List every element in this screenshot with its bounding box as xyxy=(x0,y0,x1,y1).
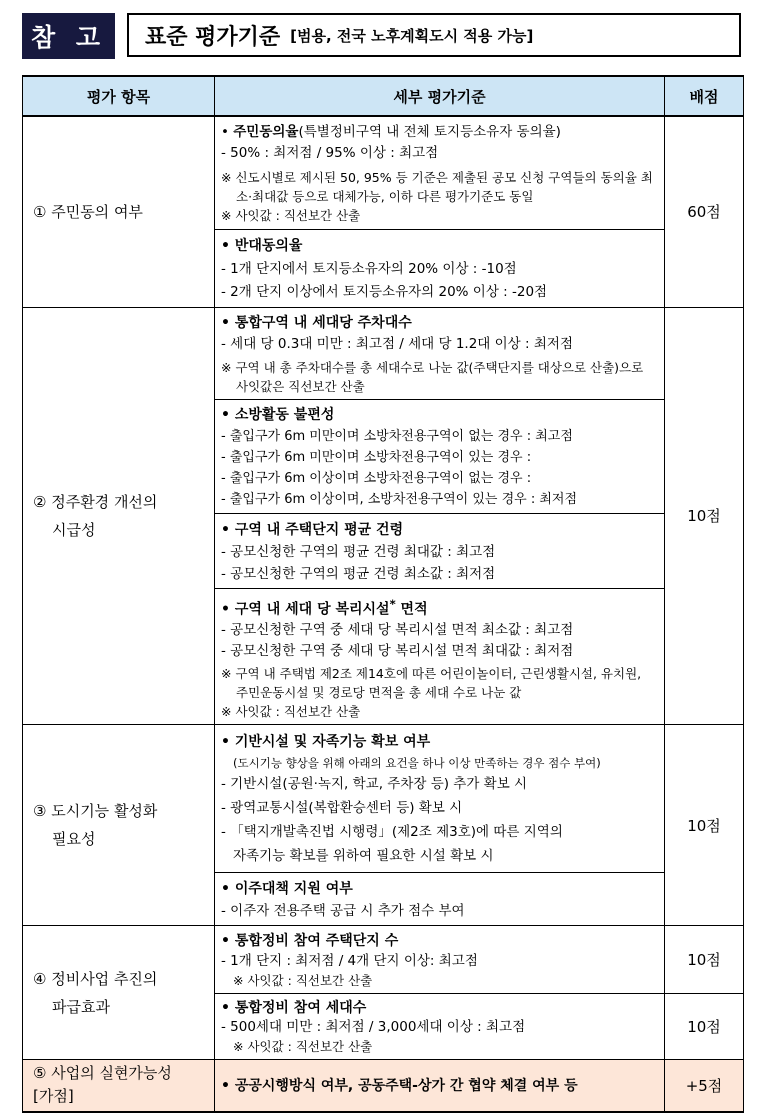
item-label-cont: [가점] xyxy=(33,1087,74,1106)
detail-line: - 공모신청한 구역의 평균 건령 최소값 : 최저점 xyxy=(221,565,496,582)
detail-title: • 소방활동 불편성 xyxy=(221,406,335,423)
item-label-cont: 필요성 xyxy=(52,830,96,849)
item-label: ① 주민동의 여부 xyxy=(33,202,143,221)
table-row xyxy=(23,926,744,994)
detail-title: • 주민동의율(특별정비구역 내 전체 토지등소유자 동의율) xyxy=(221,124,561,140)
detail-title: • 통합정비 참여 주택단지 수 xyxy=(221,933,399,950)
score-cell: 10점 xyxy=(665,926,744,994)
item-cell xyxy=(23,725,215,926)
item-cell xyxy=(23,307,215,725)
detail-note: ※ 구역 내 주택법 제2조 제14호에 따른 어린이놀이터, 근린생활시설, 유치원, 주민운동시설 및 경로당 면적을 총 세대 수로 나눈 값 xyxy=(221,666,642,701)
detail-note: ※ 사잇값 : 직선보간 산출 xyxy=(221,704,361,720)
header-score: 배점 xyxy=(665,76,744,116)
item-label: ② 정주환경 개선의 xyxy=(33,492,158,511)
detail-title: • 구역 내 주택단지 평균 건령 xyxy=(221,521,404,538)
detail-line: - 이주자 전용주택 공급 시 추가 점수 부여 xyxy=(221,903,465,920)
detail-cell xyxy=(215,994,665,1060)
detail-cell xyxy=(215,116,665,229)
detail-line: - 1개 단지에서 토지등소유자의 20% 이상 : -10점 xyxy=(221,260,517,277)
detail-line: - 세대 당 0.3대 미만 : 최고점 / 세대 당 1.2대 이상 : 최저점 xyxy=(221,335,573,352)
header-detail: 세부 평가기준 xyxy=(215,76,665,116)
detail-line: - 500세대 미만 : 최저점 / 3,000세대 이상 : 최고점 xyxy=(221,1019,526,1036)
detail-note: ※ 구역 내 총 주차대수를 총 세대수로 나눈 값(주택단지를 대상으로 산출)으로 사잇값은 직선보간 산출 xyxy=(221,359,644,394)
detail-line: - 공모신청한 구역 중 세대 당 복리시설 면적 최대값 : 최저점 xyxy=(221,643,574,660)
table-header-row xyxy=(23,76,744,116)
score-cell: +5점 xyxy=(665,1060,744,1112)
detail-title: • 기반시설 및 자족기능 확보 여부 xyxy=(221,734,431,751)
detail-cell xyxy=(215,513,665,588)
detail-line: - 출입구가 6m 이상이며 소방차전용구역이 없는 경우 : xyxy=(221,470,532,486)
item-cell xyxy=(23,926,215,1060)
detail-cell xyxy=(215,399,665,513)
item-label: ⑤ 사업의 실현가능성 xyxy=(33,1064,172,1083)
document-title: 표준 평가기준 xyxy=(145,24,281,50)
item-cell xyxy=(23,1060,215,1112)
detail-cell xyxy=(215,926,665,994)
table-row xyxy=(23,307,744,399)
score-cell: 10점 xyxy=(665,307,744,725)
detail-cell xyxy=(215,873,665,926)
detail-title: • 통합정비 참여 세대수 xyxy=(221,1000,367,1017)
score-cell: 10점 xyxy=(665,994,744,1060)
detail-cell xyxy=(215,307,665,399)
table-row xyxy=(23,116,744,229)
score-cell: 60점 xyxy=(665,116,744,307)
detail-line: - 출입구가 6m 이상이며, 소방차전용구역이 있는 경우 : 최저점 xyxy=(221,491,578,507)
criteria-table xyxy=(22,75,744,1113)
item-label-cont: 파급효과 xyxy=(52,997,110,1016)
detail-note: (도시기능 향상을 위해 아래의 요건을 하나 이상 만족하는 경우 점수 부여) xyxy=(233,756,601,771)
reference-tag: 참 고 xyxy=(22,13,115,59)
document-subtitle: [범용, 전국 노후계획도시 적용 가능] xyxy=(290,26,534,45)
detail-cell xyxy=(215,725,665,873)
detail-title: • 반대동의율 xyxy=(221,237,303,254)
table-row xyxy=(23,725,744,873)
detail-note: ※ 신도시별로 제시된 50, 95% 등 기준은 제출된 공모 신청 구역들의 동의율 최소·최대값 등으로 대체가능, 이하 다른 평가기준도 동일 xyxy=(221,170,653,204)
detail-line: - 기반시설(공원·녹지, 학교, 주차장 등) 추가 확보 시 xyxy=(221,776,528,793)
detail-cell xyxy=(215,229,665,307)
detail-line: - 50% : 최저점 / 95% 이상 : 최고점 xyxy=(221,145,439,161)
table-row-bonus xyxy=(23,1060,744,1112)
detail-line: - 출입구가 6m 미만이며 소방차전용구역이 있는 경우 : xyxy=(221,449,532,465)
detail-cell xyxy=(215,1060,665,1112)
item-cell xyxy=(23,116,215,307)
item-label: ④ 정비사업 추진의 xyxy=(33,969,158,988)
detail-title: • 구역 내 세대 당 복리시설* 면적 xyxy=(221,596,428,618)
title-box xyxy=(127,13,741,57)
detail-line: - 출입구가 6m 미만이며 소방차전용구역이 없는 경우 : 최고점 xyxy=(221,428,573,444)
detail-line: - 2개 단지 이상에서 토지등소유자의 20% 이상 : -20점 xyxy=(221,283,548,300)
document-header xyxy=(22,13,743,61)
detail-note: ※ 사잇값 : 직선보간 산출 xyxy=(221,208,361,223)
detail-title: • 통합구역 내 세대당 주차대수 xyxy=(221,314,412,331)
detail-line: - 「택지개발촉진법 시행령」(제2조 제3호)에 따른 지역의 xyxy=(221,824,563,841)
item-label: ③ 도시기능 활성화 xyxy=(33,802,158,821)
item-label-cont: 시급성 xyxy=(52,520,96,539)
detail-note: ※ 사잇값 : 직선보간 산출 xyxy=(233,1039,373,1055)
score-cell: 10점 xyxy=(665,725,744,926)
detail-line: - 공모신청한 구역의 평균 건령 최대값 : 최고점 xyxy=(221,543,496,560)
detail-note: ※ 사잇값 : 직선보간 산출 xyxy=(233,973,373,989)
detail-cell xyxy=(215,588,665,725)
detail-line: - 공모신청한 구역 중 세대 당 복리시설 면적 최소값 : 최고점 xyxy=(221,622,574,639)
header-item: 평가 항목 xyxy=(23,76,215,116)
detail-line: 자족기능 확보를 위하여 필요한 시설 확보 시 xyxy=(233,848,494,865)
detail-title: • 이주대책 지원 여부 xyxy=(221,881,353,898)
detail-line: - 광역교통시설(복합환승센터 등) 확보 시 xyxy=(221,800,463,817)
detail-line: - 1개 단지 : 최저점 / 4개 단지 이상: 최고점 xyxy=(221,953,478,970)
detail-title: • 공공시행방식 여부, 공동주택-상가 간 협약 체결 여부 등 xyxy=(221,1077,578,1094)
